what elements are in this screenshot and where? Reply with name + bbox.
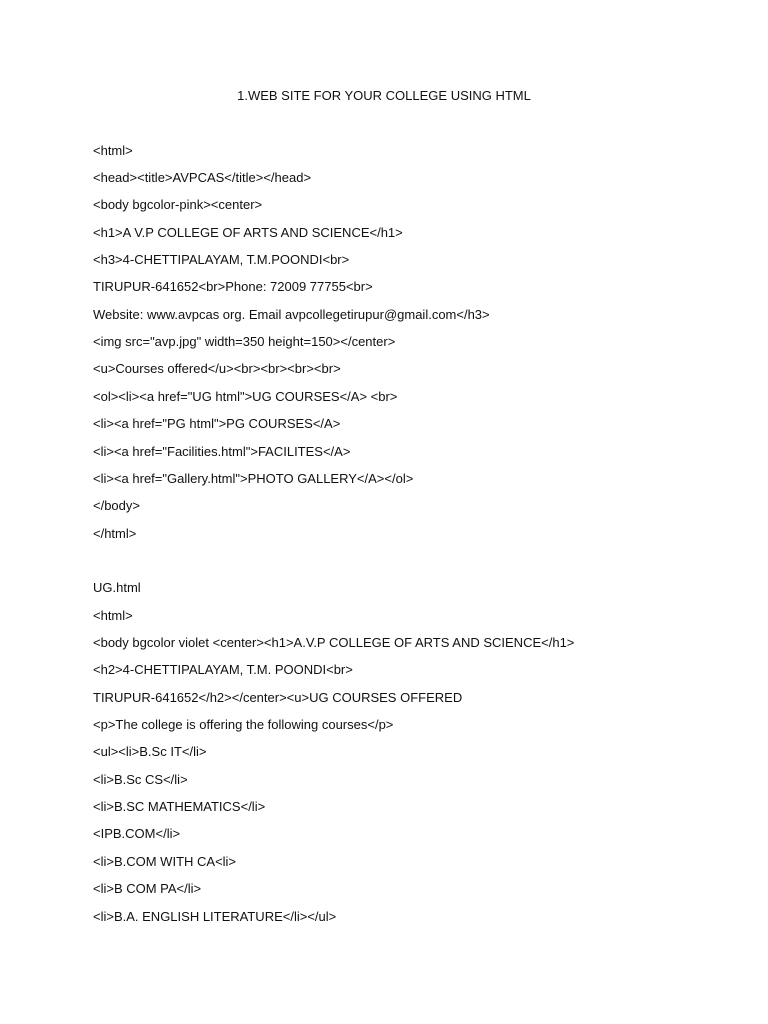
code-line: <ul><li>B.Sc IT</li> <box>93 744 207 759</box>
code-line: <h1>A V.P COLLEGE OF ARTS AND SCIENCE</h1> <box>93 225 403 240</box>
code-line: <h2>4-CHETTIPALAYAM, T.M. POONDI<br> <box>93 662 353 677</box>
code-line: <li><a href="Gallery.html">PHOTO GALLERY</A></ol> <box>93 471 414 486</box>
code-line: <head><title>AVPCAS</title></head> <box>93 170 312 185</box>
code-line: TIRUPUR-641652<br>Phone: 72009 77755<br> <box>93 279 373 294</box>
code-line: <li>B.SC MATHEMATICS</li> <box>93 799 266 814</box>
code-line: <li>B.Sc CS</li> <box>93 772 188 787</box>
document-title: 1.WEB SITE FOR YOUR COLLEGE USING HTML <box>237 88 531 103</box>
code-line: <li>B COM PA</li> <box>93 881 202 896</box>
code-line: </html> <box>93 526 137 541</box>
code-line: <li><a href="PG html">PG COURSES</A> <box>93 416 341 431</box>
code-line: <li>B.A. ENGLISH LITERATURE</li></ul> <box>93 909 337 924</box>
code-line: <html> <box>93 608 133 623</box>
code-line: <img src="avp.jpg" width=350 height=150></center> <box>93 334 396 349</box>
code-line: <ol><li><a href="UG html">UG COURSES</A> <br> <box>93 389 398 404</box>
code-line: </body> <box>93 498 140 513</box>
code-line: TIRUPUR-641652</h2></center><u>UG COURSES OFFERED <box>93 690 463 705</box>
code-line: <IPB.COM</li> <box>93 826 181 841</box>
code-line: <u>Courses offered</u><br><br><br><br> <box>93 361 341 376</box>
code-line: <li><a href="Facilities.html">FACILITES</A> <box>93 444 351 459</box>
code-line: <li>B.COM WITH CA<li> <box>93 854 237 869</box>
code-line: <html> <box>93 143 133 158</box>
code-line: <body bgcolor violet <center><h1>A.V.P COLLEGE OF ARTS AND SCIENCE</h1> <box>93 635 575 650</box>
code-line: Website: www.avpcas org. Email avpcollegetirupur@gmail.com</h3> <box>93 307 490 322</box>
code-line: <body bgcolor-pink><center> <box>93 197 263 212</box>
code-line: <h3>4-CHETTIPALAYAM, T.M.POONDI<br> <box>93 252 350 267</box>
code-line: <p>The college is offering the following courses</p> <box>93 717 394 732</box>
file-heading: UG.html <box>93 580 141 595</box>
